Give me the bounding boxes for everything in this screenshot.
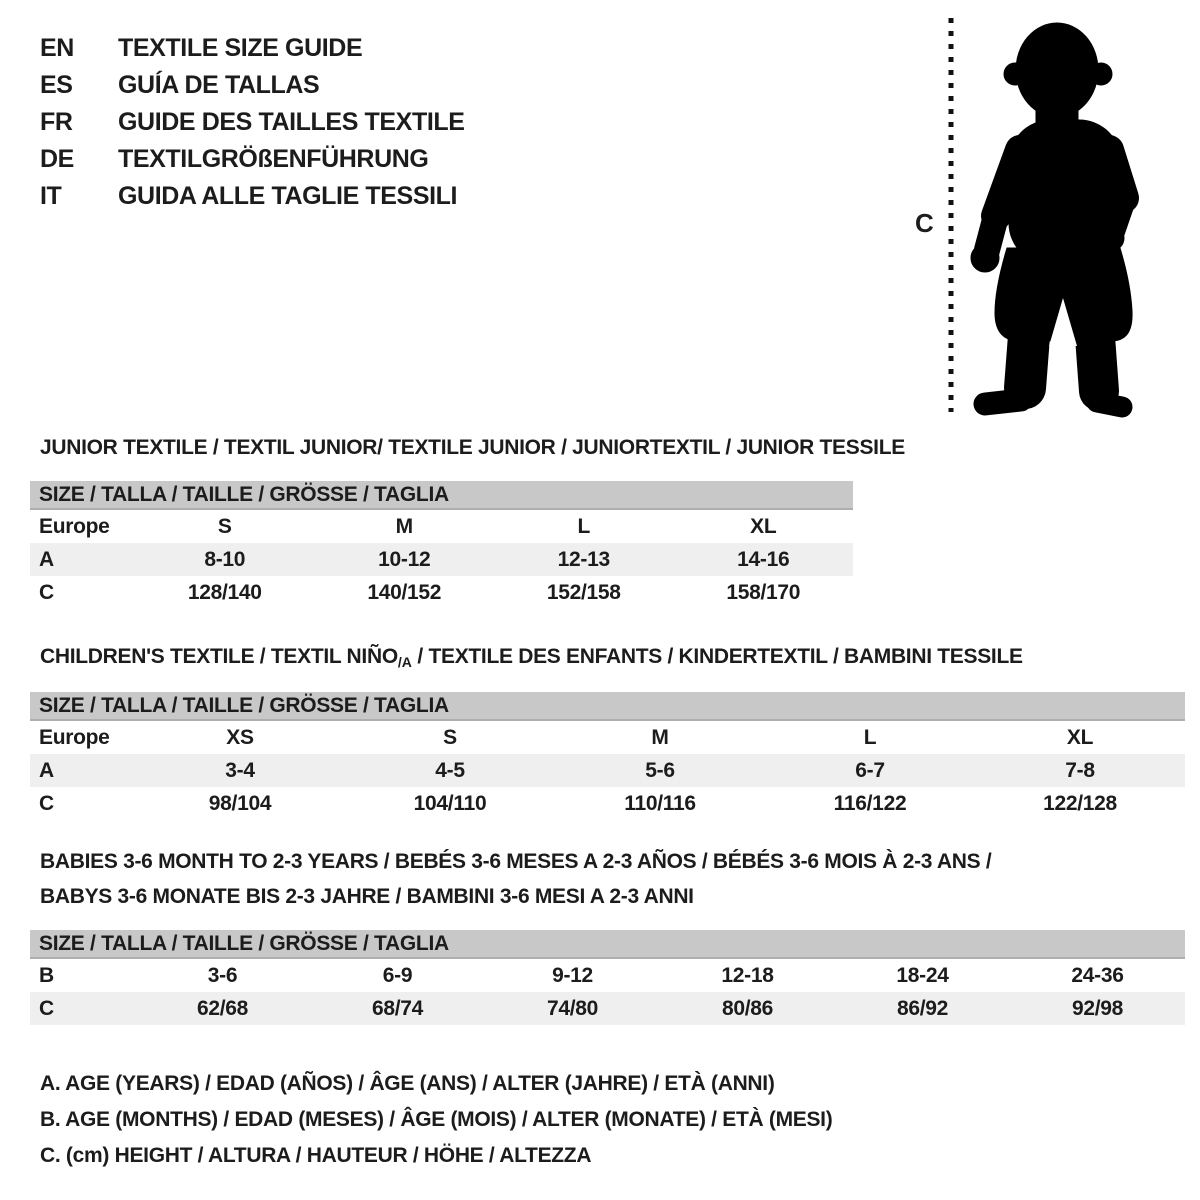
language-code: FR xyxy=(40,108,73,136)
section-title-babies-line1: BABIES 3-6 MONTH TO 2-3 YEARS / BEBÉS 3-6 MESES A 2-3 AÑOS / BÉBÉS 3-6 MOIS À 2-3 ANS / xyxy=(40,850,992,873)
size-cell: 68/74 xyxy=(371,997,424,1020)
language-title-list xyxy=(40,30,465,215)
height-measure-figure xyxy=(905,8,1167,420)
table-row-height xyxy=(30,576,853,609)
size-cell: 6-7 xyxy=(855,759,885,782)
size-cell: 24-36 xyxy=(1071,964,1124,987)
section-title-children-post: / TEXTILE DES ENFANTS / KINDERTEXTIL / BAMBINI TESSILE xyxy=(411,645,1023,668)
language-title: GUIDA ALLE TAGLIE TESSILI xyxy=(118,182,458,210)
size-cell: 18-24 xyxy=(896,964,949,987)
size-cell: 3-4 xyxy=(225,759,255,782)
row-label: C xyxy=(39,997,54,1020)
table-row-height xyxy=(30,992,1185,1025)
section-title-children-sub: /A xyxy=(397,654,412,670)
section-title-babies-line2: BABYS 3-6 MONATE BIS 2-3 JAHRE / BAMBINI 3-6 MESI A 2-3 ANNI xyxy=(40,885,694,908)
size-cell: 116/122 xyxy=(833,792,907,815)
size-cell: 12-18 xyxy=(721,964,774,987)
language-title: GUIDE DES TAILLES TEXTILE xyxy=(118,108,465,136)
size-cell: S xyxy=(443,726,457,749)
size-cell: XL xyxy=(750,515,777,538)
legend xyxy=(40,1066,832,1174)
size-cell: M xyxy=(395,515,413,538)
size-cell: 9-12 xyxy=(552,964,593,987)
section-title-babies xyxy=(40,844,991,914)
row-label: Europe xyxy=(39,726,110,749)
measure-c-label: C xyxy=(915,208,934,238)
size-cell: S xyxy=(217,515,232,538)
language-row xyxy=(40,67,465,104)
size-cell: 4-5 xyxy=(435,759,465,782)
table-row-europe xyxy=(30,721,1185,754)
size-cell: 8-10 xyxy=(204,548,246,571)
size-cell: 10-12 xyxy=(378,548,431,571)
table-row-height xyxy=(30,787,1185,820)
language-row xyxy=(40,178,465,215)
size-cell: 86/92 xyxy=(896,997,949,1020)
size-cell: XL xyxy=(1066,726,1094,749)
row-label: C xyxy=(39,792,54,815)
table-row-age xyxy=(30,754,1185,787)
size-cell: 7-8 xyxy=(1065,759,1095,782)
children-size-table xyxy=(30,692,1185,820)
row-label: C xyxy=(39,581,54,604)
language-title: GUÍA DE TALLAS xyxy=(118,71,320,99)
language-code: DE xyxy=(40,145,74,173)
table-row-europe xyxy=(30,510,853,543)
language-row xyxy=(40,104,465,141)
size-cell: 158/170 xyxy=(726,581,801,604)
size-cell: 98/104 xyxy=(208,792,272,815)
language-code: ES xyxy=(40,71,73,99)
table-size-header: SIZE / TALLA / TAILLE / GRÖSSE / TAGLIA xyxy=(30,930,1185,959)
size-cell: 140/152 xyxy=(367,581,442,604)
size-cell: 122/128 xyxy=(1043,792,1117,815)
row-label: Europe xyxy=(39,515,110,538)
size-cell: 152/158 xyxy=(546,581,621,604)
legend-line-height: C. (cm) HEIGHT / ALTURA / HAUTEUR / HÖHE / ALTEZZA xyxy=(40,1144,592,1167)
size-cell: 5-6 xyxy=(645,759,675,782)
legend-line-age-years: A. AGE (YEARS) / EDAD (AÑOS) / ÂGE (ANS) / ALTER (JAHRE) / ETÀ (ANNI) xyxy=(40,1072,775,1095)
size-cell: M xyxy=(651,726,669,749)
size-cell: 128/140 xyxy=(187,581,262,604)
language-row xyxy=(40,141,465,178)
size-cell: 3-6 xyxy=(207,964,238,987)
row-label: A xyxy=(39,548,54,571)
language-row xyxy=(40,30,465,67)
table-size-header: SIZE / TALLA / TAILLE / GRÖSSE / TAGLIA xyxy=(30,692,1185,721)
size-cell: 110/116 xyxy=(624,792,696,815)
size-cell: 92/98 xyxy=(1071,997,1124,1020)
language-code: EN xyxy=(40,34,74,62)
toddler-silhouette-shape xyxy=(971,23,1132,407)
size-cell: 6-9 xyxy=(382,964,413,987)
size-cell: 62/68 xyxy=(196,997,249,1020)
size-cell: 104/110 xyxy=(413,792,487,815)
size-cell: L xyxy=(863,726,877,749)
size-cell: 14-16 xyxy=(737,548,790,571)
row-label: A xyxy=(39,759,54,782)
table-size-header: SIZE / TALLA / TAILLE / GRÖSSE / TAGLIA xyxy=(30,481,853,510)
table-row-age xyxy=(30,543,853,576)
section-title-children-pre: CHILDREN'S TEXTILE / TEXTIL NIÑO xyxy=(40,645,398,668)
section-title-junior: JUNIOR TEXTILE / TEXTIL JUNIOR/ TEXTILE JUNIOR / JUNIORTEXTIL / JUNIOR TESSILE xyxy=(40,436,905,459)
language-code: IT xyxy=(40,182,62,210)
size-cell: 74/80 xyxy=(546,997,599,1020)
table-row-months xyxy=(30,959,1185,992)
size-cell: XS xyxy=(226,726,254,749)
babies-size-table xyxy=(30,930,1185,1025)
size-cell: L xyxy=(577,515,591,538)
language-title: TEXTILGRÖßENFÜHRUNG xyxy=(118,145,429,173)
junior-size-table xyxy=(30,481,853,609)
section-title-children xyxy=(40,645,1023,670)
size-cell: 12-13 xyxy=(557,548,610,571)
legend-line-age-months: B. AGE (MONTHS) / EDAD (MESES) / ÂGE (MOIS) / ALTER (MONATE) / ETÀ (MESI) xyxy=(40,1108,833,1131)
language-title: TEXTILE SIZE GUIDE xyxy=(118,34,363,62)
toddler-silhouette-icon xyxy=(905,8,1167,420)
row-label: B xyxy=(39,964,54,987)
size-cell: 80/86 xyxy=(721,997,774,1020)
